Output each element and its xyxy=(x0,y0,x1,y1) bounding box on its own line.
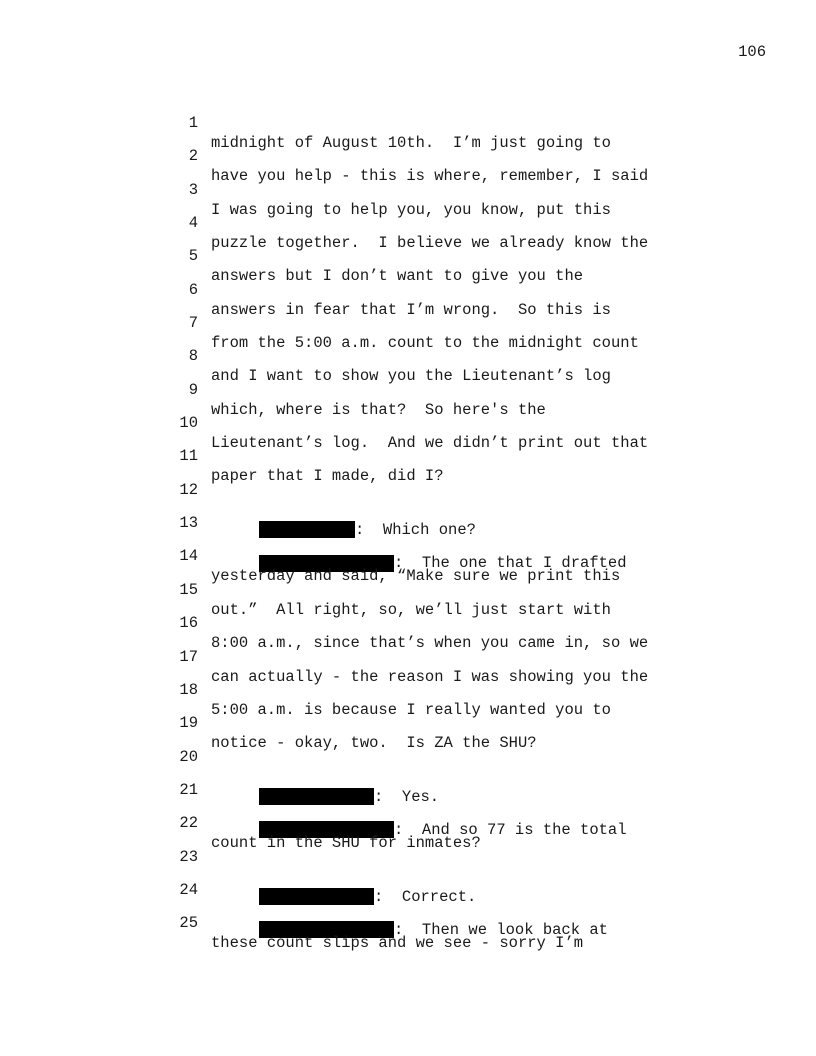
transcript-line xyxy=(170,660,680,719)
line-number: 13 xyxy=(179,514,198,533)
page-number: 106 xyxy=(738,43,766,61)
line-number: 17 xyxy=(179,647,198,666)
line-number: 1 xyxy=(188,114,198,132)
line-number: 22 xyxy=(179,814,198,833)
line-text: : And so 77 is the total xyxy=(394,820,627,839)
line-text: answers in fear that I’m wrong. So this is xyxy=(211,300,611,319)
line-number: 18 xyxy=(179,680,198,699)
transcript-line xyxy=(170,326,680,386)
transcript-line xyxy=(170,627,680,686)
transcript-line xyxy=(170,126,680,186)
line-text: : Yes. xyxy=(374,787,440,806)
line-number: 2 xyxy=(188,147,198,166)
line-text: 8:00 a.m., since that’s when you came in, so we xyxy=(211,634,649,653)
line-text: I was going to help you, you know, put this xyxy=(211,200,611,219)
line-text: notice - okay, two. Is ZA the SHU? xyxy=(211,734,537,753)
transcript-line xyxy=(170,593,680,653)
line-number: 4 xyxy=(188,214,198,233)
line-text: : Then we look back at xyxy=(394,920,608,939)
line-text: yesterday and said, “Make sure we print this xyxy=(211,567,621,586)
line-number: 16 xyxy=(179,614,198,633)
transcript-line xyxy=(170,193,680,253)
line-text: : Correct. xyxy=(374,887,477,906)
line-number: 24 xyxy=(179,880,198,899)
line-number: 7 xyxy=(188,314,198,333)
transcript-line xyxy=(170,226,680,286)
transcript-line xyxy=(170,693,680,753)
line-text: answers but I don’t want to give you the xyxy=(211,267,584,286)
line-text: 5:00 a.m. is because I really wanted you to xyxy=(211,700,611,719)
line-number: 3 xyxy=(188,180,198,199)
line-number: 21 xyxy=(179,780,198,799)
line-number: 6 xyxy=(188,280,198,299)
line-text: : Which one? xyxy=(355,520,476,539)
transcript-line xyxy=(170,360,680,419)
transcript-line xyxy=(170,293,680,353)
line-number: 20 xyxy=(179,747,198,766)
transcript-body xyxy=(170,93,680,953)
line-number: 11 xyxy=(179,447,198,466)
line-text: midnight of August 10th. I’m just going to xyxy=(211,134,611,152)
line-text: have you help - this is where, remember, I said xyxy=(211,167,649,186)
line-number: 9 xyxy=(188,380,198,399)
line-number: 5 xyxy=(188,247,198,266)
line-number: 15 xyxy=(179,580,198,599)
line-text: these count slips and we see - sorry I’m xyxy=(211,934,584,953)
line-text: which, where is that? So here's the xyxy=(211,400,546,419)
line-text: Lieutenant’s log. And we didn’t print out that xyxy=(211,434,649,453)
line-text: paper that I made, did I? xyxy=(211,467,444,486)
line-text: and I want to show you the Lieutenant’s log xyxy=(211,367,611,386)
transcript-line xyxy=(170,160,680,219)
transcript-line xyxy=(170,260,680,319)
transcript-line xyxy=(170,93,680,152)
line-text: from the 5:00 a.m. count to the midnight count xyxy=(211,334,639,353)
line-text: can actually - the reason I was showing you the xyxy=(211,667,649,686)
line-number: 25 xyxy=(179,914,198,933)
line-text: : The one that I drafted xyxy=(394,554,627,573)
transcript-line xyxy=(170,393,680,453)
line-number: 10 xyxy=(179,414,198,433)
transcript-line xyxy=(170,426,680,486)
transcript-line xyxy=(170,560,680,619)
line-number: 23 xyxy=(179,847,198,866)
line-text: out.” All right, so, we’ll just start with xyxy=(211,600,611,619)
line-number: 12 xyxy=(179,480,198,499)
line-text: puzzle together. I believe we already know the xyxy=(211,234,649,253)
line-number: 8 xyxy=(188,347,198,366)
line-number: 19 xyxy=(179,714,198,733)
line-text: count in the SHU for inmates? xyxy=(211,834,481,853)
line-number: 14 xyxy=(179,547,198,566)
